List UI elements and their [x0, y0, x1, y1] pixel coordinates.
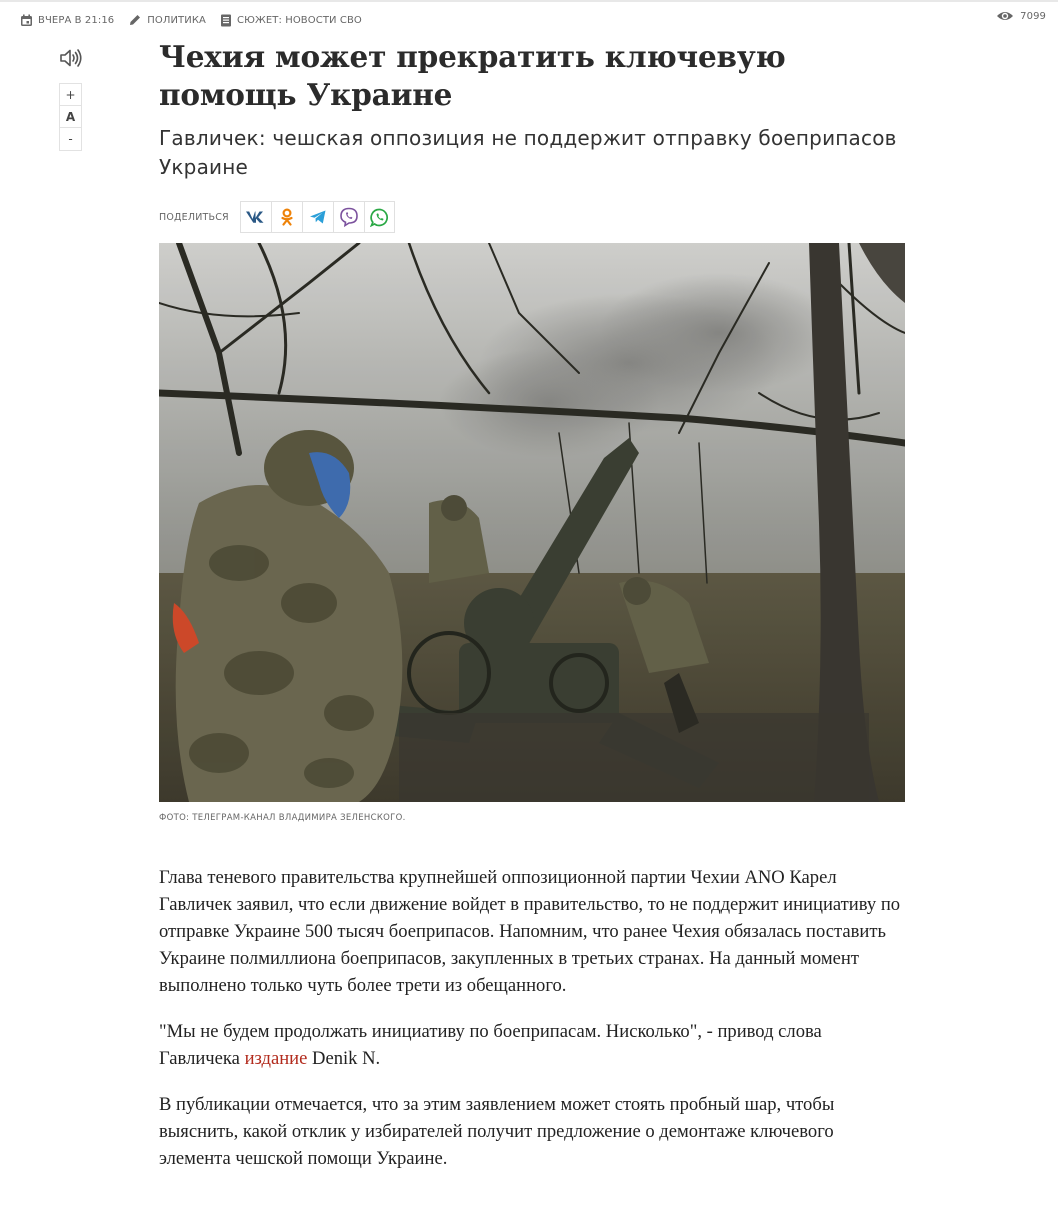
viber-icon	[339, 207, 359, 227]
article-subtitle: Гавличек: чешская оппозиция не поддержит отправку боеприпасов Украине	[159, 126, 897, 179]
font-increase-button[interactable]: +	[60, 84, 81, 106]
share-buttons	[240, 201, 395, 233]
eye-icon	[996, 10, 1014, 22]
article-meta-bar	[20, 10, 1046, 30]
font-reset-button[interactable]: A	[60, 106, 81, 128]
share-viber-button[interactable]	[334, 202, 365, 232]
share-label: ПОДЕЛИТЬСЯ	[159, 211, 229, 223]
story-link[interactable]: СЮЖЕТ: НОВОСТИ СВО	[220, 14, 362, 27]
paragraph: "Мы не будем продолжать инициативу по боеприпасам. Нисколько", - привод слова Гавличека издание Denik N.	[159, 1021, 822, 1069]
category-link[interactable]: ПОЛИТИКА	[128, 13, 206, 27]
listen-button[interactable]	[58, 45, 84, 71]
photo-caption: ФОТО: ТЕЛЕГРАМ-КАНАЛ ВЛАДИМИРА ЗЕЛЕНСКОГО.	[159, 813, 406, 823]
share-telegram-button[interactable]	[303, 202, 334, 232]
reading-tools	[58, 45, 84, 151]
view-count: 7099	[996, 10, 1046, 22]
speaker-icon	[58, 46, 84, 70]
source-link[interactable]: издание	[244, 1048, 308, 1069]
paragraph: В публикации отмечается, что за этим заявлением может стоять пробный шар, чтобы выяснить, какой отклик у избирателей получит предложение о демонтаже ключевого элемента чешской помощи Украине.	[159, 1094, 835, 1169]
font-size-control	[59, 83, 82, 151]
font-decrease-button[interactable]: -	[68, 132, 73, 146]
share-vk-button[interactable]	[241, 202, 272, 232]
share-ok-button[interactable]	[272, 202, 303, 232]
whatsapp-icon	[370, 208, 389, 227]
telegram-icon	[309, 209, 327, 225]
ok-icon	[280, 208, 294, 226]
calendar-icon	[20, 14, 33, 27]
article-photo	[159, 243, 905, 802]
share-bar	[159, 201, 395, 233]
paragraph: Глава теневого правительства крупнейшей оппозиционной партии Чехии ANO Карел Гавличек заявил, что если движение войдет в правительство, то не поддержит инициативу по отправке Украине 500 тысяч боеприпасов. Напомним, что ранее Чехия обязалась поставить Украине полмиллиона боеприпасов, закупленных в третьих странах. На данный момент выполнено только чуть более трети из обещанного.	[159, 867, 901, 996]
article-body	[159, 864, 905, 1191]
article	[159, 38, 905, 1169]
top-divider	[0, 0, 1058, 2]
share-whatsapp-button[interactable]	[365, 202, 394, 232]
pencil-icon	[128, 13, 142, 27]
vk-icon	[245, 210, 267, 224]
document-icon	[220, 14, 232, 27]
artillery-scene-image	[159, 243, 905, 802]
article-title: Чехия может прекратить ключевую помощь Украине	[159, 39, 786, 112]
publish-date: ВЧЕРА В 21:16	[20, 14, 114, 27]
